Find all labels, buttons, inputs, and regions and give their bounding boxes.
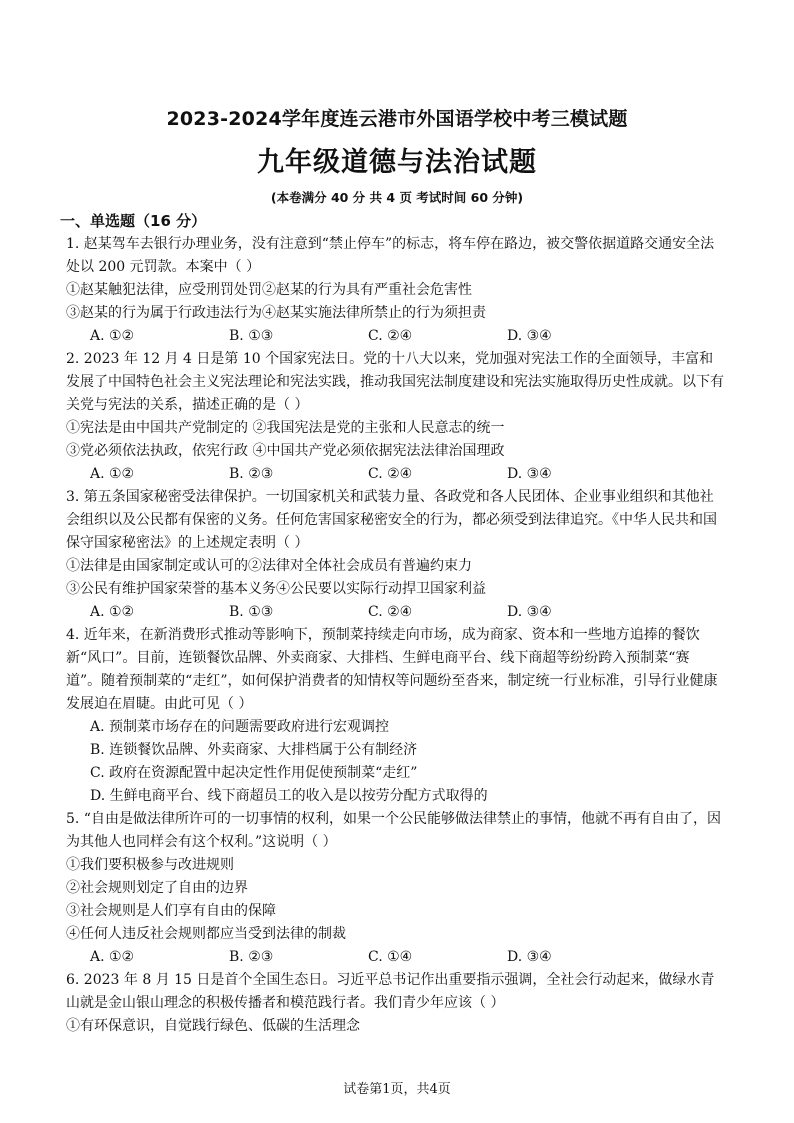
question-1 <box>66 233 724 348</box>
option-b[interactable]: B. 连锁餐饮品牌、外卖商家、大排档属于公有制经济 <box>90 742 418 758</box>
question-3 <box>66 486 724 624</box>
answer-options <box>66 463 724 486</box>
exam-title: 2023-2024学年度连云港市外国语学校中考三模试题 <box>166 108 628 130</box>
option-c[interactable]: C. ②④ <box>368 604 413 620</box>
option-a[interactable]: A. ①② <box>90 604 135 620</box>
option-b[interactable]: B. ①③ <box>229 328 274 344</box>
question-content <box>60 210 724 1038</box>
question-stem: 1. 赵某驾车去银行办理业务，没有注意到“禁止停车”的标志，将车停在路边，被交警依据道路交通安全法处以 200 元罚款。本案中（ ） <box>66 236 715 275</box>
section-heading: 一、单选题（16 分） <box>60 212 207 230</box>
question-stem: 2. 2023 年 12 月 4 日是第 10 个国家宪法日。党的十八大以来，党加强对宪法工作的全面领导，丰富和发展了中国特色社会主义宪法理论和宪法实践，推动我国宪法制度建设和宪法实施取得历史性成就。以下有关党与宪法的关系，描述正确的是（ ） <box>66 351 724 413</box>
answer-options <box>66 601 724 624</box>
option-c[interactable]: C. 政府在资源配置中起决定性作用促使预制菜“走红” <box>90 765 418 781</box>
statement-item: ③党必须依法执政，依宪行政 ④中国共产党必须依据宪法法律治国理政 <box>66 443 505 459</box>
option-c[interactable]: C. ②④ <box>368 328 413 344</box>
statement-item: ③社会规则是人们享有自由的保障 <box>66 903 276 919</box>
statement-item: ①宪法是由中国共产党制定的 ②我国宪法是党的主张和人民意志的统一 <box>66 420 505 436</box>
statement-item: ①赵某触犯法律，应受刑罚处罚②赵某的行为具有严重社会危害性 <box>66 282 472 298</box>
statement-item: ②社会规则划定了自由的边界 <box>66 880 248 896</box>
option-d[interactable]: D. ③④ <box>507 328 552 344</box>
option-a[interactable]: A. ①② <box>90 466 135 482</box>
question-2 <box>66 348 724 486</box>
question-6 <box>66 969 724 1038</box>
option-a[interactable]: A. ①② <box>90 328 135 344</box>
statement-item: ①法律是由国家制定或认可的②法律对全体社会成员有普遍约束力 <box>66 558 472 574</box>
question-5 <box>66 808 724 969</box>
option-b[interactable]: B. ①③ <box>229 604 274 620</box>
question-stem: 6. 2023 年 8 月 15 日是首个全国生态日。习近平总书记作出重要指示强调，全社会行动起来，做绿水青山就是金山银山理念的积极传播者和模范践行者。我们青少年应该（ ） <box>66 972 715 1011</box>
statement-item: ③公民有维护国家荣誉的基本义务④公民要以实际行动捍卫国家利益 <box>66 581 486 597</box>
answer-options <box>66 946 724 969</box>
page-footer: 试卷第1页，共4页 <box>343 1082 451 1097</box>
exam-info: (本卷满分 40 分 共 4 页 考试时间 60 分钟) <box>270 190 524 205</box>
option-a[interactable]: A. ①② <box>90 949 135 965</box>
question-4 <box>66 624 724 808</box>
option-b[interactable]: B. ②③ <box>229 949 274 965</box>
answer-options <box>66 325 724 348</box>
statement-item: ①我们要积极参与改进规则 <box>66 857 234 873</box>
option-a[interactable]: A. 预制菜市场存在的问题需要政府进行宏观调控 <box>90 719 390 735</box>
option-d[interactable]: D. 生鲜电商平台、线下商超员工的收入是以按劳分配方式取得的 <box>90 788 488 804</box>
statement-item: ③赵某的行为属于行政违法行为④赵某实施法律所禁止的行为须担责 <box>66 305 486 321</box>
question-stem: 5. “自由是做法律所许可的一切事情的权利，如果一个公民能够做法律禁止的事情，他就不再有自由了，因为其他人也同样会有这个权利。”这说明（ ） <box>66 811 721 850</box>
statement-item: ④任何人违反社会规则都应当受到法律的制裁 <box>66 926 346 942</box>
exam-subject-title: 九年级道德与法治试题 <box>257 147 537 178</box>
statement-item: ①有环保意识，自觉践行绿色、低碳的生活理念 <box>66 1018 360 1034</box>
option-d[interactable]: D. ③④ <box>507 604 552 620</box>
option-c[interactable]: C. ②④ <box>368 466 413 482</box>
option-d[interactable]: D. ③④ <box>507 466 552 482</box>
question-stem: 3. 第五条国家秘密受法律保护。一切国家机关和武装力量、各政党和各人民团体、企业事业组织和其他社会组织以及公民都有保密的义务。任何危害国家秘密安全的行为，都必须受到法律追究。《中华人民共和国保守国家秘密法》的上述规定表明（ ） <box>66 489 717 551</box>
option-c[interactable]: C. ①④ <box>368 949 413 965</box>
option-b[interactable]: B. ②③ <box>229 466 274 482</box>
question-stem: 4. 近年来，在新消费形式推动等影响下，预制菜持续走向市场，成为商家、资本和一些地方追捧的餐饮新“风口”。目前，连锁餐饮品牌、外卖商家、大排档、生鲜电商平台、线下商超等纷纷跨入预制菜“赛道”。随着预制菜的“走红”，如何保护消费者的知情权等问题纷至沓来，制定统一行业标准，引导行业健康发展迫在眉睫。由此可见（ ） <box>66 627 718 712</box>
option-d[interactable]: D. ③④ <box>507 949 552 965</box>
